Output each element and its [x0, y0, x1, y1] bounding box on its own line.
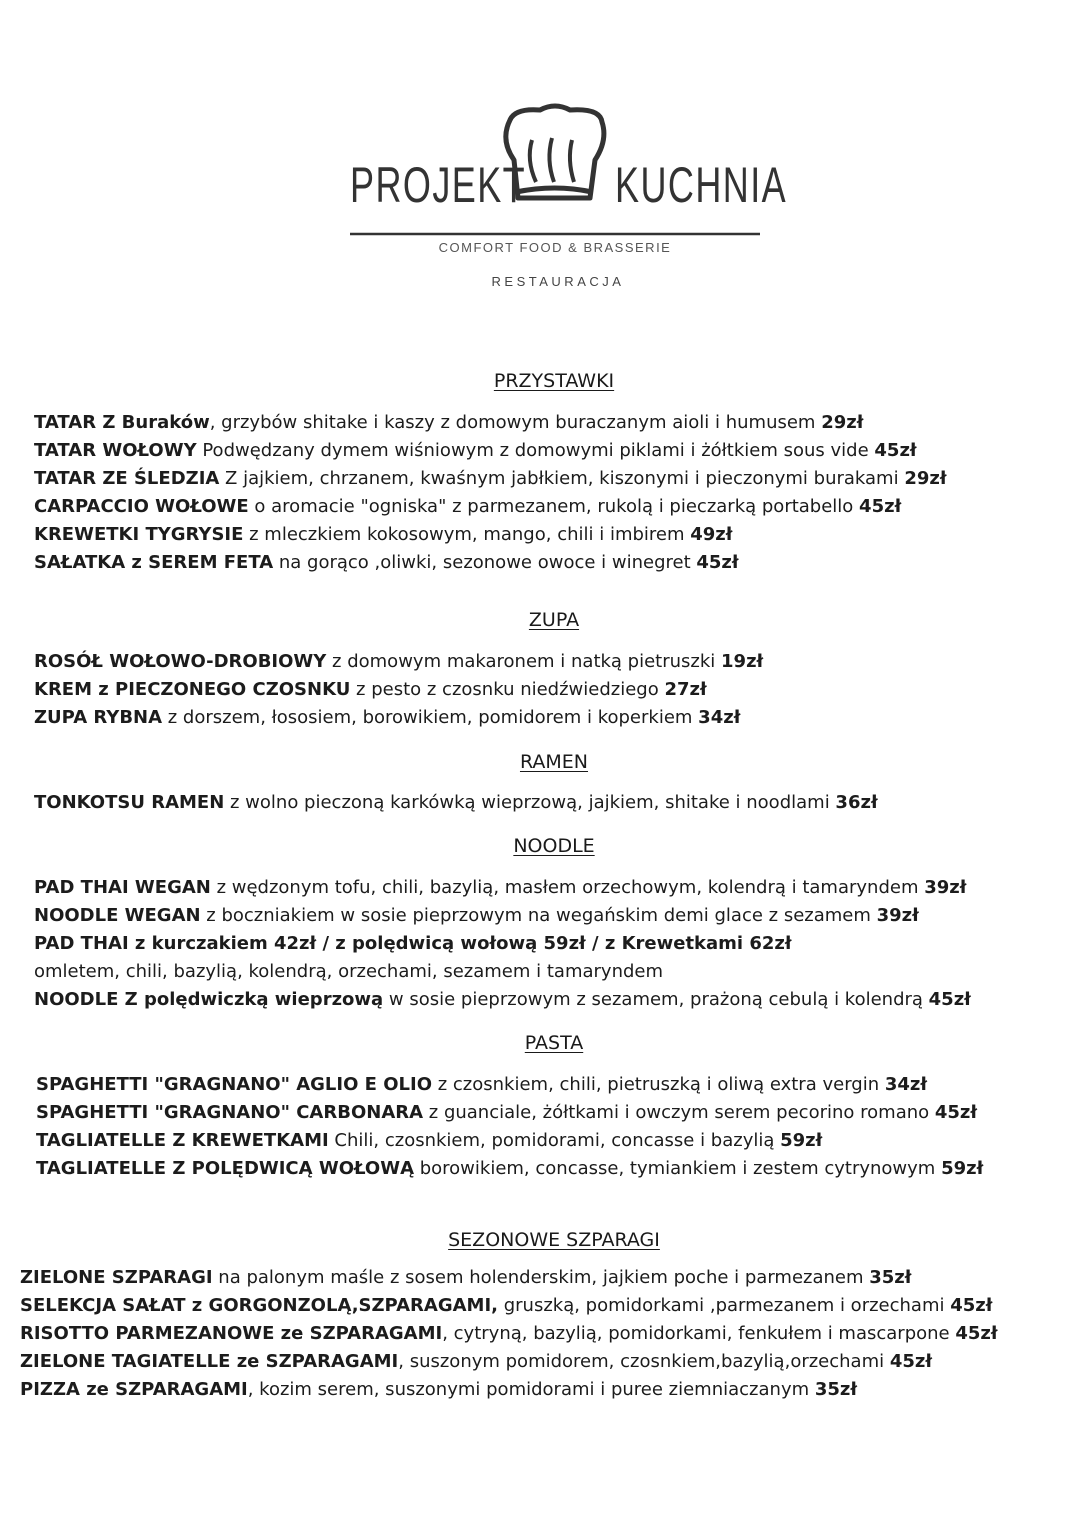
- item-name: CARPACCIO WOŁOWE: [34, 496, 249, 517]
- menu-item: [34, 524, 732, 546]
- item-desc: w sosie pieprzowym z sezamem, prażoną cebulą i kolendrą: [383, 989, 929, 1010]
- section-title-przystawki: PRZYSTAWKI: [493, 370, 615, 392]
- section-title-sezonowe-szparagi: SEZONOWE SZPARAGI: [448, 1229, 660, 1251]
- item-desc: , suszonym pomidorem, czosnkiem,bazylią,orzechami: [398, 1351, 890, 1372]
- logo-name-right: KUCHNIA: [615, 157, 788, 213]
- item-price: 39zł: [924, 877, 967, 898]
- menu-item: [34, 552, 739, 574]
- menu-item: [34, 792, 878, 814]
- menu-item: [36, 1074, 927, 1096]
- item-desc: Z jajkiem, chrzanem, kwaśnym jabłkiem, kiszonymi i pieczonymi burakami: [219, 468, 905, 489]
- item-name: SAŁATKA z SEREM FETA: [34, 552, 274, 573]
- item-name: ZIELONE TAGIATELLE ze SZPARAGAMI: [20, 1351, 399, 1372]
- item-desc: omletem, chili, bazylią, kolendrą, orzechami, sezamem i tamaryndem: [34, 961, 664, 982]
- item-price: 45zł: [934, 1102, 978, 1123]
- item-price: 59zł: [780, 1130, 823, 1151]
- item-name: ZUPA RYBNA: [34, 707, 163, 728]
- item-price: 36zł: [835, 792, 878, 813]
- item-desc: o aromacie "ogniska" z parmezanem, rukolą i pieczarką portabello: [248, 496, 860, 517]
- item-name: KREWETKI TYGRYSIE: [34, 524, 244, 545]
- menu-item: [34, 877, 966, 899]
- logo-subtitle: RESTAURACJA: [491, 274, 625, 289]
- item-name: SPAGHETTI "GRAGNANO" CARBONARA: [36, 1102, 424, 1123]
- section-title-noodle: NOODLE: [513, 835, 595, 857]
- item-price: 34zł: [884, 1074, 928, 1095]
- item-name: TATAR Z Buraków: [34, 412, 210, 433]
- item-price: 45zł: [955, 1323, 998, 1344]
- item-name: KREM z PIECZONEGO CZOSNKU: [34, 679, 351, 700]
- item-price: 45zł: [950, 1295, 993, 1316]
- item-desc: z pesto z czosnku niedźwiedziego: [350, 679, 665, 700]
- item-price: 29zł: [821, 412, 864, 433]
- logo-name-left: PROJEKT: [350, 157, 527, 213]
- item-name: TONKOTSU RAMEN: [34, 792, 225, 813]
- menu-item: [34, 989, 971, 1011]
- section-title-pasta: PASTA: [524, 1032, 584, 1054]
- item-name: NOODLE WEGAN: [34, 905, 201, 926]
- item-name: PAD THAI WEGAN: [34, 877, 211, 898]
- item-price: 59zł: [941, 1158, 984, 1179]
- menu-item: [34, 468, 947, 490]
- menu-item: [34, 679, 707, 701]
- item-desc: na palonym maśle z sosem holenderskim, jajkiem poche i parmezanem: [212, 1267, 870, 1288]
- item-desc: z dorszem, łososiem, borowikiem, pomidorem i koperkiem: [162, 707, 699, 728]
- item-price: 35zł: [814, 1379, 858, 1400]
- item-price: 39zł: [876, 905, 919, 926]
- item-desc: Podwędzany dymem wiśniowym z domowymi piklami i żółtkiem sous vide: [196, 440, 875, 461]
- item-desc: Chili, czosnkiem, pomidorami, concasse i bazylią: [328, 1130, 781, 1151]
- item-name: TAGLIATELLE Z KREWETKAMI: [36, 1130, 329, 1151]
- menu-item: [20, 1267, 911, 1289]
- item-price: 45zł: [928, 989, 971, 1010]
- item-desc: z wędzonym tofu, chili, bazylią, masłem orzechowym, kolendrą i tamaryndem: [210, 877, 925, 898]
- item-desc: , grzybów shitake i kaszy z domowym buraczanym aioli i humusem: [209, 412, 822, 433]
- logo-tagline: COMFORT FOOD & BRASSERIE: [438, 240, 672, 255]
- item-name: PIZZA ze SZPARAGAMI: [20, 1379, 248, 1400]
- item-price: 45zł: [696, 552, 739, 573]
- menu-item: [34, 961, 663, 983]
- restaurant-logo: [340, 100, 788, 300]
- menu-item: [34, 496, 901, 518]
- item-name: TATAR ZE ŚLEDZIA: [34, 468, 220, 489]
- item-desc: z wolno pieczoną karkówką wieprzową, jajkiem, shitake i noodlami: [224, 792, 836, 813]
- item-price: 45zł: [874, 440, 917, 461]
- item-desc: z guanciale, żółtkami i owczym serem pecorino romano: [423, 1102, 935, 1123]
- menu-item: [20, 1379, 857, 1401]
- menu-item: [34, 905, 919, 927]
- item-name: RISOTTO PARMEZANOWE ze SZPARAGAMI: [20, 1323, 443, 1344]
- menu-item: [34, 412, 863, 434]
- menu-item: [36, 1102, 977, 1124]
- item-desc: z czosnkiem, chili, pietruszką i oliwą extra vergin: [432, 1074, 885, 1095]
- item-name: SPAGHETTI "GRAGNANO" AGLIO E OLIO: [36, 1074, 432, 1095]
- section-title-ramen: RAMEN: [519, 751, 589, 773]
- item-price: 34zł: [698, 707, 741, 728]
- item-name: ZIELONE SZPARAGI: [20, 1267, 213, 1288]
- menu-item: [34, 933, 792, 955]
- item-desc: z mleczkiem kokosowym, mango, chili i imbirem: [243, 524, 691, 545]
- section-title-zupa: ZUPA: [528, 609, 580, 631]
- menu-item: [36, 1130, 822, 1152]
- item-name: PAD THAI z kurczakiem 42zł / z polędwicą wołową 59zł / z Krewetkami 62zł: [34, 933, 792, 954]
- menu-item: [34, 707, 740, 729]
- item-price: 29zł: [904, 468, 947, 489]
- menu-item: [34, 440, 917, 462]
- menu-item: [20, 1295, 992, 1317]
- menu-item: [20, 1351, 932, 1373]
- item-desc: z domowym makaronem i natką pietruszki: [326, 651, 722, 672]
- item-desc: , kozim serem, suszonymi pomidorami i puree ziemniaczanym: [247, 1379, 815, 1400]
- item-desc: gruszką, pomidorkami ,parmezanem i orzechami: [497, 1295, 951, 1316]
- item-desc: borowikiem, concasse, tymiankiem i zestem cytrynowym: [414, 1158, 942, 1179]
- item-desc: na gorąco ,oliwki, sezonowe owoce i winegret: [273, 552, 697, 573]
- item-name: ROSÓŁ WOŁOWO-DROBIOWY: [34, 651, 327, 672]
- menu-item: [34, 651, 763, 673]
- item-price: 49zł: [690, 524, 733, 545]
- item-desc: z boczniakiem w sosie pieprzowym na wegańskim demi glace z sezamem: [200, 905, 877, 926]
- item-price: 45zł: [889, 1351, 933, 1372]
- item-name: SELEKCJA SAŁAT z GORGONZOLĄ,SZPARAGAMI,: [20, 1295, 498, 1316]
- item-price: 45zł: [859, 496, 902, 517]
- item-name: TATAR WOŁOWY: [34, 440, 197, 461]
- item-price: 27zł: [664, 679, 707, 700]
- item-desc: , cytryną, bazylią, pomidorkami, fenkułem i mascarpone: [442, 1323, 956, 1344]
- item-price: 35zł: [869, 1267, 912, 1288]
- item-name: NOODLE Z polędwiczką wieprzową: [34, 989, 384, 1010]
- item-price: 19zł: [721, 651, 764, 672]
- menu-item: [20, 1323, 998, 1345]
- item-name: TAGLIATELLE Z POLĘDWICĄ WOŁOWĄ: [36, 1158, 414, 1179]
- menu-item: [36, 1158, 983, 1180]
